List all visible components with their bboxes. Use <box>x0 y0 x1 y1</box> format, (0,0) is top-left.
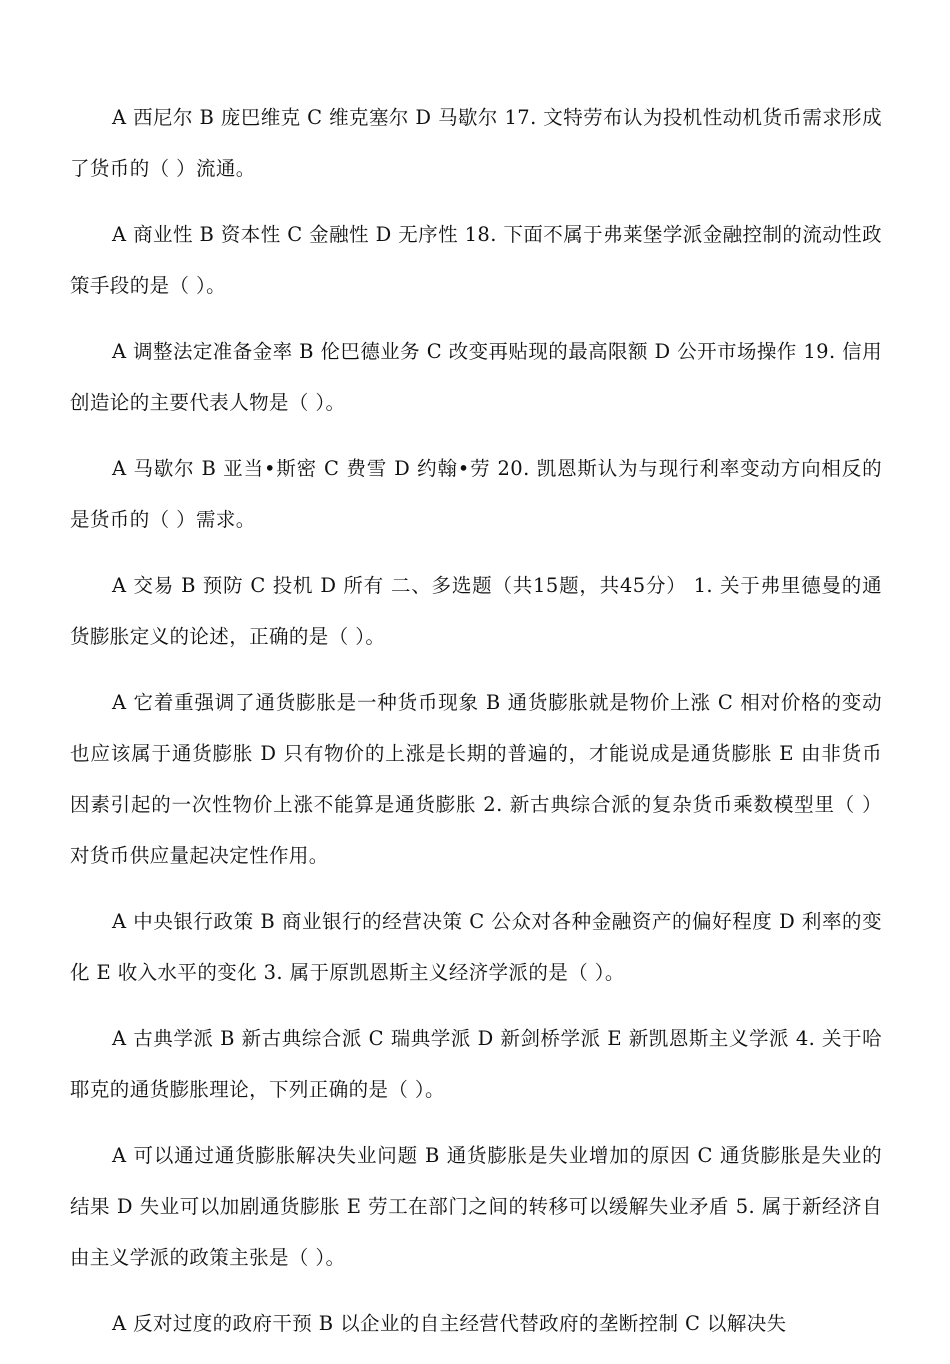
question-options-paragraph: A 调整法定准备金率 B 伦巴德业务 C 改变再贴现的最高限额 D 公开市场操作 19. 信用创造论的主要代表人物是（ ）。 <box>70 340 882 414</box>
question-options-paragraph: A 古典学派 B 新古典综合派 C 瑞典学派 D 新剑桥学派 E 新凯恩斯主义学派 4. 关于哈耶克的通货膨胀理论，下列正确的是（ ）。 <box>70 1027 882 1101</box>
question-options-paragraph: A 商业性 B 资本性 C 金融性 D 无序性 18. 下面不属于弗莱堡学派金融控制的流动性政策手段的是（ ）。 <box>70 223 882 297</box>
question-options-paragraph: A 交易 B 预防 C 投机 D 所有 二、多选题（共15题，共45分） 1. 关于弗里德曼的通货膨胀定义的论述，正确的是（ ）。 <box>70 574 882 648</box>
question-options-paragraph: A 可以通过通货膨胀解决失业问题 B 通货膨胀是失业增加的原因 C 通货膨胀是失业的结果 D 失业可以加剧通货膨胀 E 劳工在部门之间的转移可以缓解失业矛盾 5. 属于新经济自由主义学派的政策主张是（ ）。 <box>70 1144 882 1269</box>
question-options-paragraph: A 中央银行政策 B 商业银行的经营决策 C 公众对各种金融资产的偏好程度 D 利率的变化 E 收入水平的变化 3. 属于原凯恩斯主义经济学派的是（ ）。 <box>70 910 882 984</box>
question-options-paragraph: A 反对过度的政府干预 B 以企业的自主经营代替政府的垄断控制 C 以解决失 <box>112 1312 787 1335</box>
document-body <box>70 92 882 1364</box>
question-options-paragraph: A 马歇尔 B 亚当•斯密 C 费雪 D 约翰•劳 20. 凯恩斯认为与现行利率变动方向相反的是货币的（ ）需求。 <box>70 457 882 531</box>
question-options-paragraph: A 它着重强调了通货膨胀是一种货币现象 B 通货膨胀就是物价上涨 C 相对价格的变动也应该属于通货膨胀 D 只有物价的上涨是长期的普遍的，才能说成是通货膨胀 E 由非货币因素引起的一次性物价上涨不能算是通货膨胀 2. 新古典综合派的复杂货币乘数模型里（ ）对货币供应量起决定性作用。 <box>70 691 882 867</box>
question-options-paragraph: A 西尼尔 B 庞巴维克 C 维克塞尔 D 马歇尔 17. 文特劳布认为投机性动机货币需求形成了货币的（ ）流通。 <box>70 106 882 180</box>
